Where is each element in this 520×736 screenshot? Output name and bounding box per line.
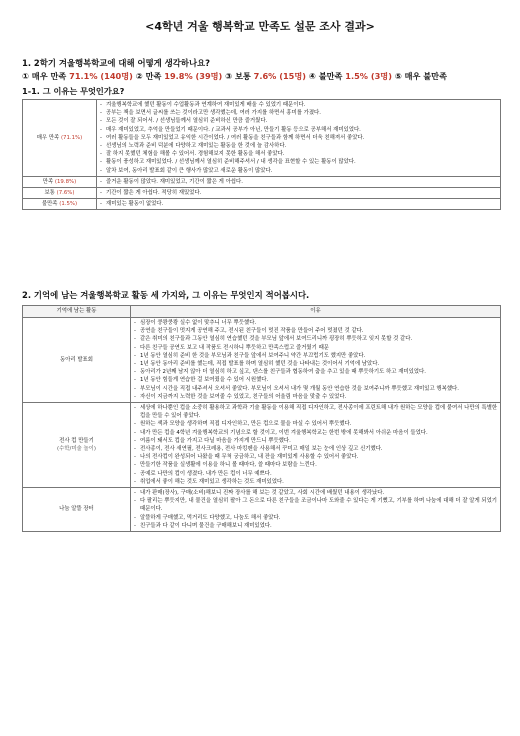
option-label: 만족: [145, 71, 162, 81]
table-row: [23, 318, 501, 403]
list-item: - 내가 판매(장사), 구매(소비)해보니 진짜 장사를 해 보는 것 같았고, 사회 시간에 배웠던 내용이 생각났다.: [134, 489, 498, 497]
activity-table: [22, 305, 501, 532]
list-item: - 다 팔리는 뿌듯지만, 내 물건을 열심히 팔아 그 돈으로 다른 친구들을 조금이나마 도와줄 수 있다는 게 기뻤고, 기부를 하며 나눔에 대해 더 잘 알게 되었기 때문이다.: [134, 497, 498, 513]
list-item: - 잘 하지 못했던 체험을 해볼 수 있어서. 경험해보지 못한 활동을 해서 좋았다.: [100, 150, 498, 158]
option-label: 매우 불만족: [404, 71, 448, 81]
list-item: - 1년 동안 열심히 준비 한 것을 부모님과 친구들 앞에서 보여주니 약간 부끄럽기도 했지만 좋았다.: [134, 352, 498, 360]
list-item: - 공연을 친구들이 멋지게 공연해 주고, 전시된 친구들이 멋진 작품을 만들어 주어 멋졌던 것 같다.: [134, 327, 498, 335]
option-count: (15명): [279, 71, 307, 81]
question-1-results: [22, 71, 447, 82]
list-item: - 기간이 짧은 게 아쉽다. 적당히 재밌었다.: [100, 189, 498, 197]
option-number: ④: [308, 71, 316, 81]
list-item: - 자신이 지금까지 노력한 것을 보여줄 수 있었고, 친구들의 어울림 마음을 맞출 수 있었다.: [134, 393, 498, 401]
option-percent: 19.8%: [164, 71, 193, 81]
list-item: - 모든 것이 잘 되어서. / 선생님들께서 열심히 준비하신 만큼 즐거웠다.: [100, 117, 498, 125]
list-item: - 다른 친구들 공연도 보고 내 작품도 전시하니 뿌듯하고 만족스럽고 즐거웠기 때문: [134, 344, 498, 352]
activity-label: [23, 403, 131, 488]
option-percent: 71.1%: [69, 71, 98, 81]
reason-cell: [97, 188, 501, 199]
table-row: [23, 176, 501, 187]
list-item: - 알뜰하게 구매했고, 먹거리도 다양했고, 나눔도 해서 좋았다.: [134, 514, 498, 522]
option-number: ⑤: [394, 71, 402, 81]
activity-name: 나눔 알뜰 장터: [59, 506, 94, 513]
satisfaction-percent: (19.8%): [54, 178, 77, 185]
option-count: (39명): [195, 71, 223, 81]
option-number: ③: [225, 71, 233, 81]
header-activity: 기억에 남는 활동: [23, 306, 131, 318]
list-item: - 나의 전사컵이 완성되어 나왔을 때 무척 궁금하고, 내 잔을 재미있게 사용할 수 있어서 좋았다.: [134, 453, 498, 461]
list-item: - 심장이 쿵쾅쿵쾅 실수 없이 맞추니 너무 뿌듯했다.: [134, 319, 498, 327]
list-item: - 세상에 하나뿐인 컵을 소중히 활용하고 과학과 기술 활동을 이용해 직접 디자인하고, 전사종이에 프린트해 내가 원하는 모양을 컵에 붙여서 나만의 특별한 컵을 만들 수 있어 좋았다.: [134, 404, 498, 420]
table-header-row: [23, 306, 501, 318]
activity-label: [23, 318, 131, 403]
list-item: - 전사종이, 전사 새연필, 전사크레용, 전사 마킹펜을 사용해서 꾸미고 매일 보는 눈에 인상 깊고 신기했다.: [134, 445, 498, 453]
reason-cell: [131, 488, 501, 532]
option-percent: 7.6%: [253, 71, 277, 81]
satisfaction-label: [23, 188, 97, 199]
reason-cell: [97, 199, 501, 210]
satisfaction-percent: (7.6%): [56, 190, 75, 197]
list-item: - 같은 취미의 친구들과 그동안 열심히 연습했던 것을 부모님 앞에서 보여드리니까 굉장히 뿌듯하고 잊지 못할 것 같다.: [134, 335, 498, 343]
list-item: - 내가 만든 컵을 4학년 겨울행복학교의 기념으로 할 것이고, 이번 겨울행복학교는 한번 밖에 못해봐서 아쉬운 마음이 들었다.: [134, 429, 498, 437]
reason-cell: [97, 176, 501, 187]
activity-sublabel: (수학/미술 놀이): [57, 446, 96, 453]
list-item: - 여러 활동들을 모두 재미있었고 유익한 시간이었다. / 여러 활동을 친구들과 함께 하면서 더욱 친해져서 좋았다.: [100, 134, 498, 142]
list-item: - 1년 동안 동아리 준비를 했는데, 직접 발표를 하며 열심히 했던 것을 나타내는 것이어서 기억에 남았다.: [134, 360, 498, 368]
satisfaction-level: 불만족: [41, 201, 58, 208]
satisfaction-level: 보통: [44, 190, 55, 197]
table-row: [23, 488, 501, 532]
list-item: - 여름이 돼서도 컵을 가지고 다닐 마음을 가지게 만드니 뿌듯했다.: [134, 437, 498, 445]
satisfaction-label: [23, 100, 97, 177]
list-item: - 즐거운 활동이 많았다. 재미있었고, 기간이 짧은 게 아쉽다.: [100, 178, 498, 186]
list-item: - 활동이 풍성하고 재미있었다. / 선생님께서 열심히 준비해주셔서 / 내 생각을 표현할 수 있는 활동이 많았다.: [100, 158, 498, 166]
table-row: [23, 403, 501, 488]
list-item: - 원하는 색과 모양을 생각하며 직접 디자인하고, 만든 컵으로 물을 마실 수 있어서 뿌듯했다.: [134, 420, 498, 428]
reason-cell: [97, 100, 501, 177]
table-row: [23, 100, 501, 177]
list-item: - 알차 보여, 동아리 발표회 같이 큰 행사가 많았고 새로운 활동이 많았다.: [100, 167, 498, 175]
satisfaction-percent: (71.1%): [60, 134, 83, 141]
list-item: - 선생님의 노력과 준비 덕분에 다양하고 재미있는 활동을 한 것에 늘 감사하다.: [100, 142, 498, 150]
list-item: - 1년 동안 힘들게 연습한 걸 보여줬을 수 있어 시원했다.: [134, 376, 498, 384]
option-number: ②: [135, 71, 143, 81]
list-item: - 공예로 나만의 컵이 생겼다. 내가 만든 컵이 너무 예쁘다.: [134, 470, 498, 478]
list-item: - 공부는 책을 보면서 글씨를 쓰는 것이라고만 생각했는데, 여러 가지를 하면서 흥미를 가졌다.: [100, 109, 498, 117]
satisfaction-level: 만족: [42, 178, 54, 185]
question-2: 2. 기억에 남는 겨울행복학교 활동 세 가지와, 그 이유는 무엇인지 적어봅시다.: [22, 290, 310, 300]
page-title: <4학년 겨울 행복학교 만족도 설문 조사 결과>: [145, 20, 375, 33]
option-label: 불만족: [318, 71, 343, 81]
satisfaction-label: [23, 176, 97, 187]
option-number: ①: [22, 71, 29, 81]
list-item: - 재미있는 활동이 없었다.: [100, 200, 498, 208]
list-item: - 동아리가 2년째 남지 않아 더 열심히 하고 싶고, 댄스를 친구들과 협동하여 춤을 추고 있을 때 뿌듯하기도 하고 재미있었다.: [134, 368, 498, 376]
question-1-1: 1-1. 그 이유는 무엇인가요?: [22, 86, 125, 96]
list-item: - 만들기한 작품을 실생활에 이용을 하니 볼 때마다, 쓸 때마다 보람을 느낀다.: [134, 461, 498, 469]
activity-name: 전사 컵 만들기: [59, 437, 94, 444]
reason-cell: [131, 318, 501, 403]
satisfaction-level: 매우 만족: [36, 134, 60, 141]
header-reason: 이유: [131, 306, 501, 318]
reason-cell: [131, 403, 501, 488]
option-label: 보통: [234, 71, 251, 81]
option-count: (3명): [370, 71, 392, 81]
list-item: - 취업에서 좋이 해는 것도 재미있고 생각하는 것도 재미있었다.: [134, 478, 498, 486]
activity-name: 동아리 발표회: [60, 356, 93, 363]
option-count: (140명): [100, 71, 133, 81]
table-row: [23, 188, 501, 199]
list-item: - 친구들과 다 같이 다니며 물건을 구매해보니 재미있었다.: [134, 522, 498, 530]
satisfaction-label: [23, 199, 97, 210]
satisfaction-percent: (1.5%): [59, 201, 78, 208]
list-item: - 매우 재미있었고, 추억을 만들었기 때문이다. / 교과서 공부가 아닌, 만들기 활동 등으로 공부해서 재미있었다.: [100, 126, 498, 134]
question-1: 1. 2학기 겨울행복학교에 대해 어떻게 생각하나요?: [22, 58, 210, 68]
option-percent: 1.5%: [345, 71, 368, 81]
list-item: - 부모님이 시간을 직접 내주셔서 오셔서 좋았다. 부모님이 오셔서 내가 몇 개월 동안 연습한 것을 보여주니까 뿌듯했고 재미있고 행복했다.: [134, 385, 498, 393]
activity-label: [23, 488, 131, 532]
table-row: [23, 199, 501, 210]
list-item: - 겨울행복학교에 했던 활동이 수업활동과 연계하여 재미있게 배울 수 있었기 때문이다.: [100, 101, 498, 109]
option-label: 매우 만족: [31, 71, 67, 81]
reason-table: [22, 99, 501, 210]
